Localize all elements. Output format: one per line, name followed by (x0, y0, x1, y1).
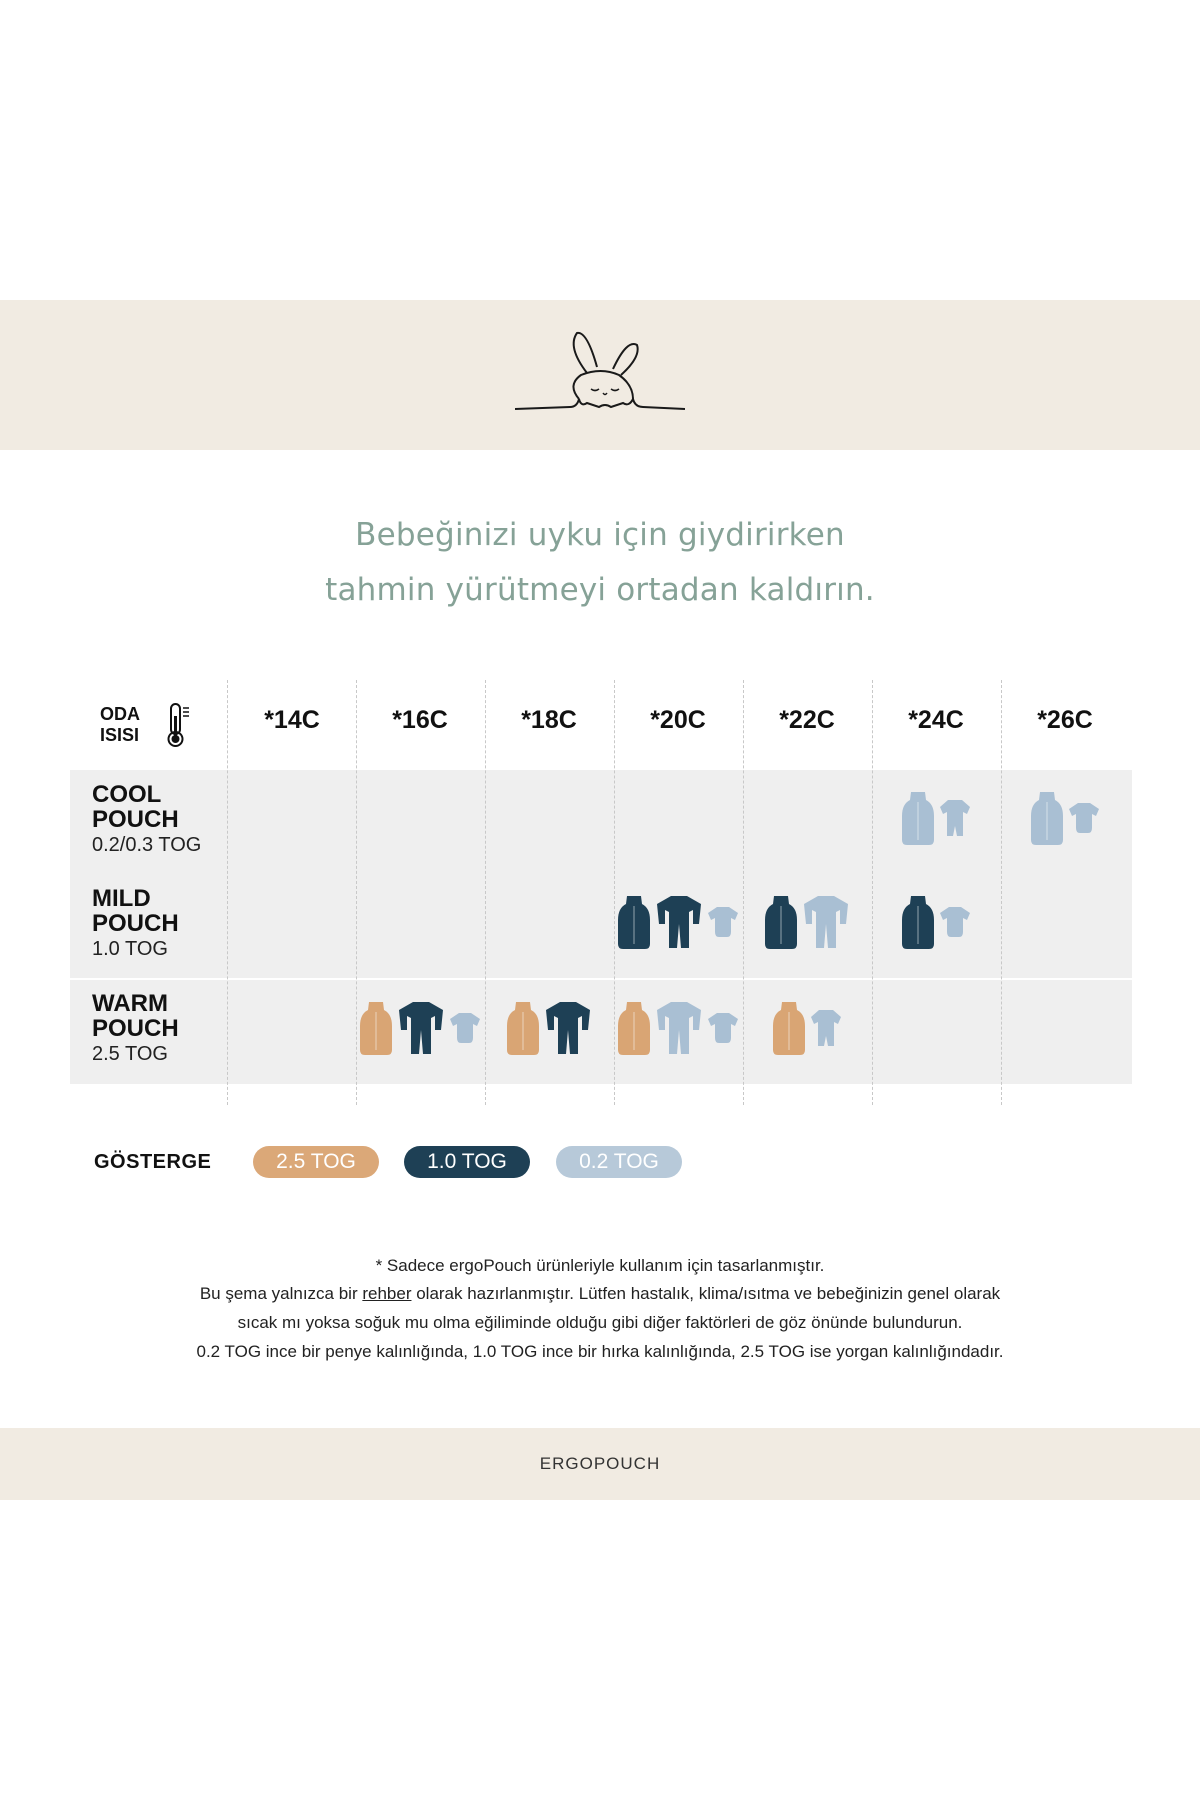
garment-cell (901, 788, 971, 848)
column-divider (614, 680, 615, 1105)
legend-pill-label: 0.2 TOG (579, 1150, 659, 1173)
garment-cell (617, 892, 739, 952)
column-header: *26C (1037, 706, 1093, 734)
romper-icon (810, 1008, 842, 1048)
pouch-icon (506, 1000, 540, 1056)
legend-pill-cool (556, 1146, 682, 1178)
tee-icon (1068, 801, 1100, 835)
legend-pill-label: 2.5 TOG (276, 1150, 356, 1173)
row-name-line-2: POUCH (92, 1015, 179, 1042)
brand-name: ERGOPOUCH (539, 1454, 661, 1473)
pouch-icon (764, 894, 798, 950)
onesie-icon (802, 894, 850, 950)
onesie-icon (544, 1000, 592, 1056)
column-divider (872, 680, 873, 1105)
garment-cell (506, 998, 592, 1058)
column-header: *22C (779, 706, 835, 734)
onesie-icon (397, 1000, 445, 1056)
row-name-line-1: MILD (92, 885, 151, 912)
tee-icon (707, 1011, 739, 1045)
garment-cell (617, 998, 739, 1058)
pouch-icon (772, 1000, 806, 1056)
onesie-icon (655, 894, 703, 950)
footnote-line-4: 0.2 TOG ince bir penye kalınlığında, 1.0 TOG ince bir hırka kalınlığında, 2.5 TOG ise yorgan kalınlığındadır. (196, 1342, 1004, 1361)
garment-cell (772, 998, 842, 1058)
table-row-background (70, 874, 1132, 978)
table-row-background (70, 770, 1132, 874)
column-header: *16C (392, 706, 448, 734)
row-label (92, 782, 201, 858)
row-tog-value: 2.5 TOG (92, 1043, 168, 1065)
legend-pill-label: 1.0 TOG (427, 1150, 507, 1173)
pouch-icon (617, 1000, 651, 1056)
garment-cell (1030, 788, 1100, 848)
footnote-line-2-start: Bu şema yalnızca bir (199, 1284, 363, 1303)
garment-cell (901, 892, 971, 952)
garment-cell (764, 892, 850, 952)
headline-line-2: tahmin yürütmeyi ortadan kaldırın. (325, 572, 875, 608)
pouch-icon (901, 894, 935, 950)
row-name-line-1: COOL (92, 781, 162, 808)
column-divider (743, 680, 744, 1105)
legend-pill-mild (404, 1146, 530, 1178)
column-divider (227, 680, 228, 1105)
column-header: *18C (521, 706, 577, 734)
row-name-line-2: POUCH (92, 910, 179, 937)
pouch-icon (617, 894, 651, 950)
column-divider (485, 680, 486, 1105)
onesie-icon (655, 1000, 703, 1056)
romper-icon (939, 798, 971, 838)
legend-pill-warm (253, 1146, 379, 1178)
pouch-icon (901, 790, 935, 846)
column-divider (356, 680, 357, 1105)
footnote-line-3: sıcak mı yoksa soğuk mu olma eğiliminde olduğu gibi diğer faktörleri de göz önünde bulundurun. (237, 1313, 963, 1332)
row-tog-value: 0.2/0.3 TOG (92, 834, 202, 856)
footnote-line-2-end: olarak hazırlanmıştır. Lütfen hastalık, klima/ısıtma ve bebeğinizin genel olarak (411, 1284, 1001, 1303)
table-row-background (70, 980, 1132, 1084)
corner-label-1: ODA (100, 704, 140, 724)
column-header: *14C (264, 706, 320, 734)
guide-link[interactable]: rehber (362, 1284, 412, 1303)
garment-cell (359, 998, 481, 1058)
column-header: *24C (908, 706, 964, 734)
column-header: *20C (650, 706, 706, 734)
row-name-line-1: WARM (92, 990, 168, 1017)
legend-title: GÖSTERGE (94, 1151, 212, 1173)
pouch-icon (359, 1000, 393, 1056)
row-name-line-2: POUCH (92, 806, 179, 833)
column-divider (1001, 680, 1002, 1105)
headline-line-1: Bebeğinizi uyku için giydirirken (355, 517, 845, 553)
row-tog-value: 1.0 TOG (92, 938, 168, 960)
pouch-icon (1030, 790, 1064, 846)
tee-icon (939, 905, 971, 939)
row-label (92, 886, 179, 962)
footnote-line-2 (0, 1284, 1200, 1304)
footnote-line-1: * Sadece ergoPouch ürünleriyle kullanım için tasarlanmıştır. (375, 1256, 825, 1275)
room-temperature-label (100, 704, 140, 746)
tee-icon (449, 1011, 481, 1045)
tee-icon (707, 905, 739, 939)
corner-label-2: ISISI (100, 725, 140, 745)
row-label (92, 991, 179, 1067)
thermometer-icon (166, 702, 192, 748)
